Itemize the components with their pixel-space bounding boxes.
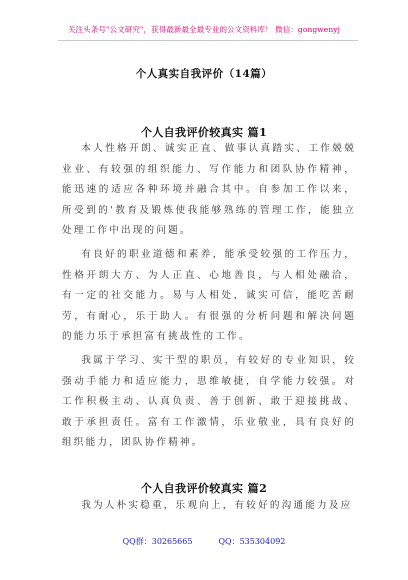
header-divider	[58, 40, 358, 41]
paragraph-1: 本人性格开朗、诚实正直、做事认真踏实、工作兢兢业业、有较强的组织能力、写作能力和团队协作精神，能迅速的适应各种环境并融合其中。自参加工作以来，所受到的'教育及锻炼使我能够熟练的管理工作，能独立处理工作中出现的问题。	[62, 143, 356, 236]
section-title-1: 个人自我评价较真实 篇1	[140, 126, 268, 139]
header-note: 关注头条号"公文研究"，获得最新最全最专业的公文资料库！ 微信：gongwenyj	[67, 25, 341, 34]
footer-qq: QQ：535304092	[218, 537, 286, 546]
footer-qq-group: QQ群：30265665	[122, 537, 193, 546]
section-title-2: 个人自我评价较真实 篇2	[140, 482, 268, 495]
paragraph-2: 有良好的职业道德和素养，能承受较强的工作压力，性格开朗大方、为人正直、心地善良，与人相处融洽，有一定的社交能力。易与人相处，诚实可信，能吃苦耐劳，有耐心，乐于助人。有很强的分析问题和解决问题的能力乐于承担富有挑战性的工作。	[62, 249, 356, 342]
footer-contact	[0, 536, 408, 547]
document-title: 个人真实自我评价（14篇）	[135, 68, 273, 80]
paragraph-3: 我属于学习、实干型的职员，有较好的专业知识，较强动手能力和适应能力，思维敏捷，自学能力较强。对工作积极主动、认真负责、善于创新、敢于迎接挑战、敢于承担责任。富有工作激情，乐业敬业，具有良好的组织能力，团队协作精神。	[62, 355, 356, 448]
paragraph-4: 我为人朴实稳重，乐观向上，有较好的沟通能力及应	[81, 500, 353, 511]
